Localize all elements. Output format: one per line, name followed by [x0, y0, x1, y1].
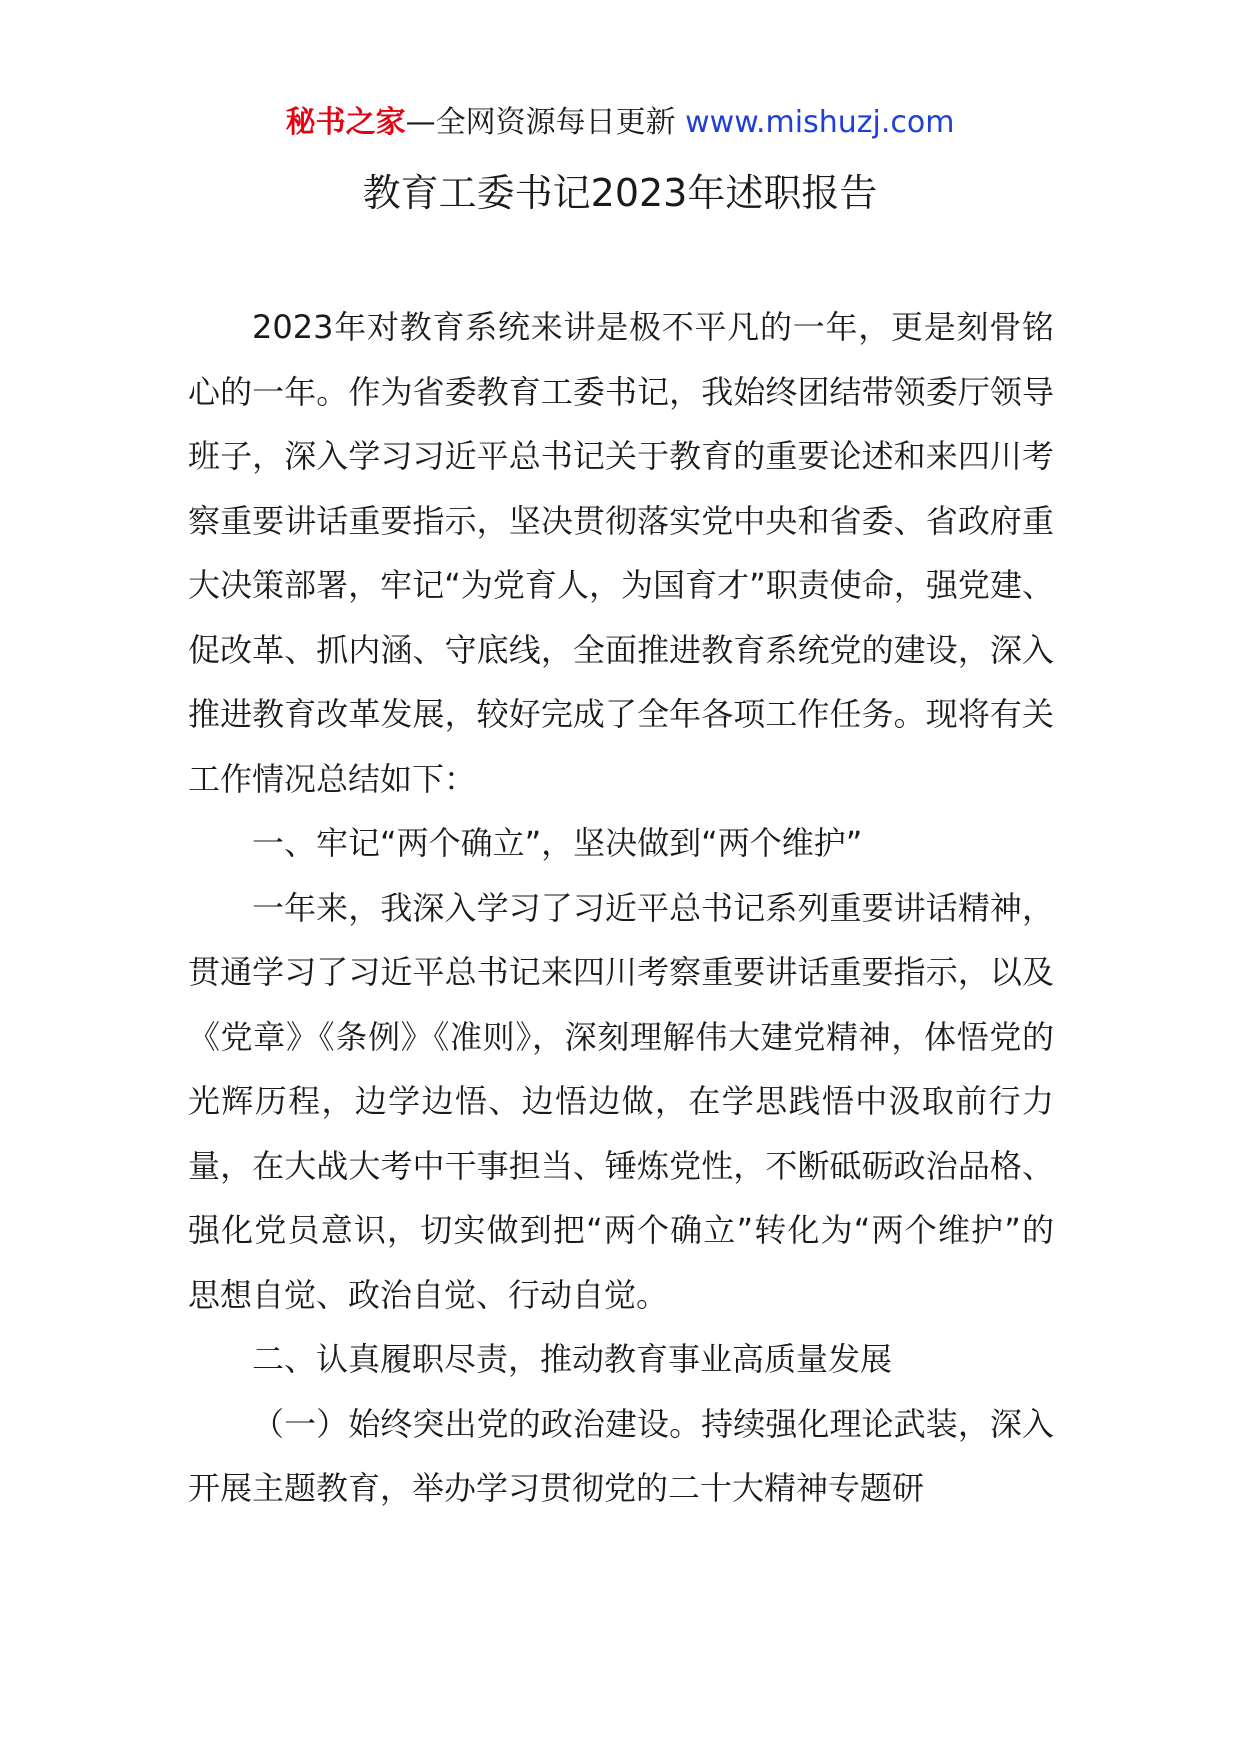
watermark-header — [0, 103, 1240, 143]
document-body — [188, 295, 1054, 1521]
paragraph-intro: 2023年对教育系统来讲是极不平凡的一年，更是刻骨铭心的一年。作为省委教育工委书记，我始终团结带领委厅领导班子，深入学习习近平总书记关于教育的重要论述和来四川考察重要讲话重要指示，坚决贯彻落实党中央和省委、省政府重大决策部署，牢记“为党育人，为国育才”职责使命，强党建、促改革、抓内涵、守底线，全面推进教育系统党的建设，深入推进教育改革发展，较好完成了全年各项工作任务。现将有关工作情况总结如下： — [188, 308, 1054, 798]
document-title: 教育工委书记2023年述职报告 — [362, 171, 878, 215]
section-heading-2: 二、认真履职尽责，推动教育事业高质量发展 — [252, 1340, 893, 1378]
section-heading-1: 一、牢记“两个确立”，坚决做到“两个维护” — [252, 824, 863, 862]
paragraph-section-1: 一年来，我深入学习了习近平总书记系列重要讲话精神，贯通学习了习近平总书记来四川考察重要讲话重要指示，以及《党章》《条例》《准则》，深刻理解伟大建党精神，体悟党的光辉历程，边学边悟、边悟边做，在学思践悟中汲取前行力量，在大战大考中干事担当、锤炼党性，不断砥砺政治品格、强化党员意识，切实做到把“两个确立”转化为“两个维护”的思想自觉、政治自觉、行动自觉。 — [188, 888, 1054, 1314]
paragraph-section-2-1: （一）始终突出党的政治建设。持续强化理论武装，深入开展主题教育，举办学习贯彻党的二十大精神专题研 — [188, 1404, 1054, 1507]
brand-name: 秘书之家 — [285, 105, 406, 140]
brand-slogan: —全网资源每日更新 — [405, 105, 686, 140]
brand-url[interactable]: www.mishuzj.com — [685, 105, 955, 140]
